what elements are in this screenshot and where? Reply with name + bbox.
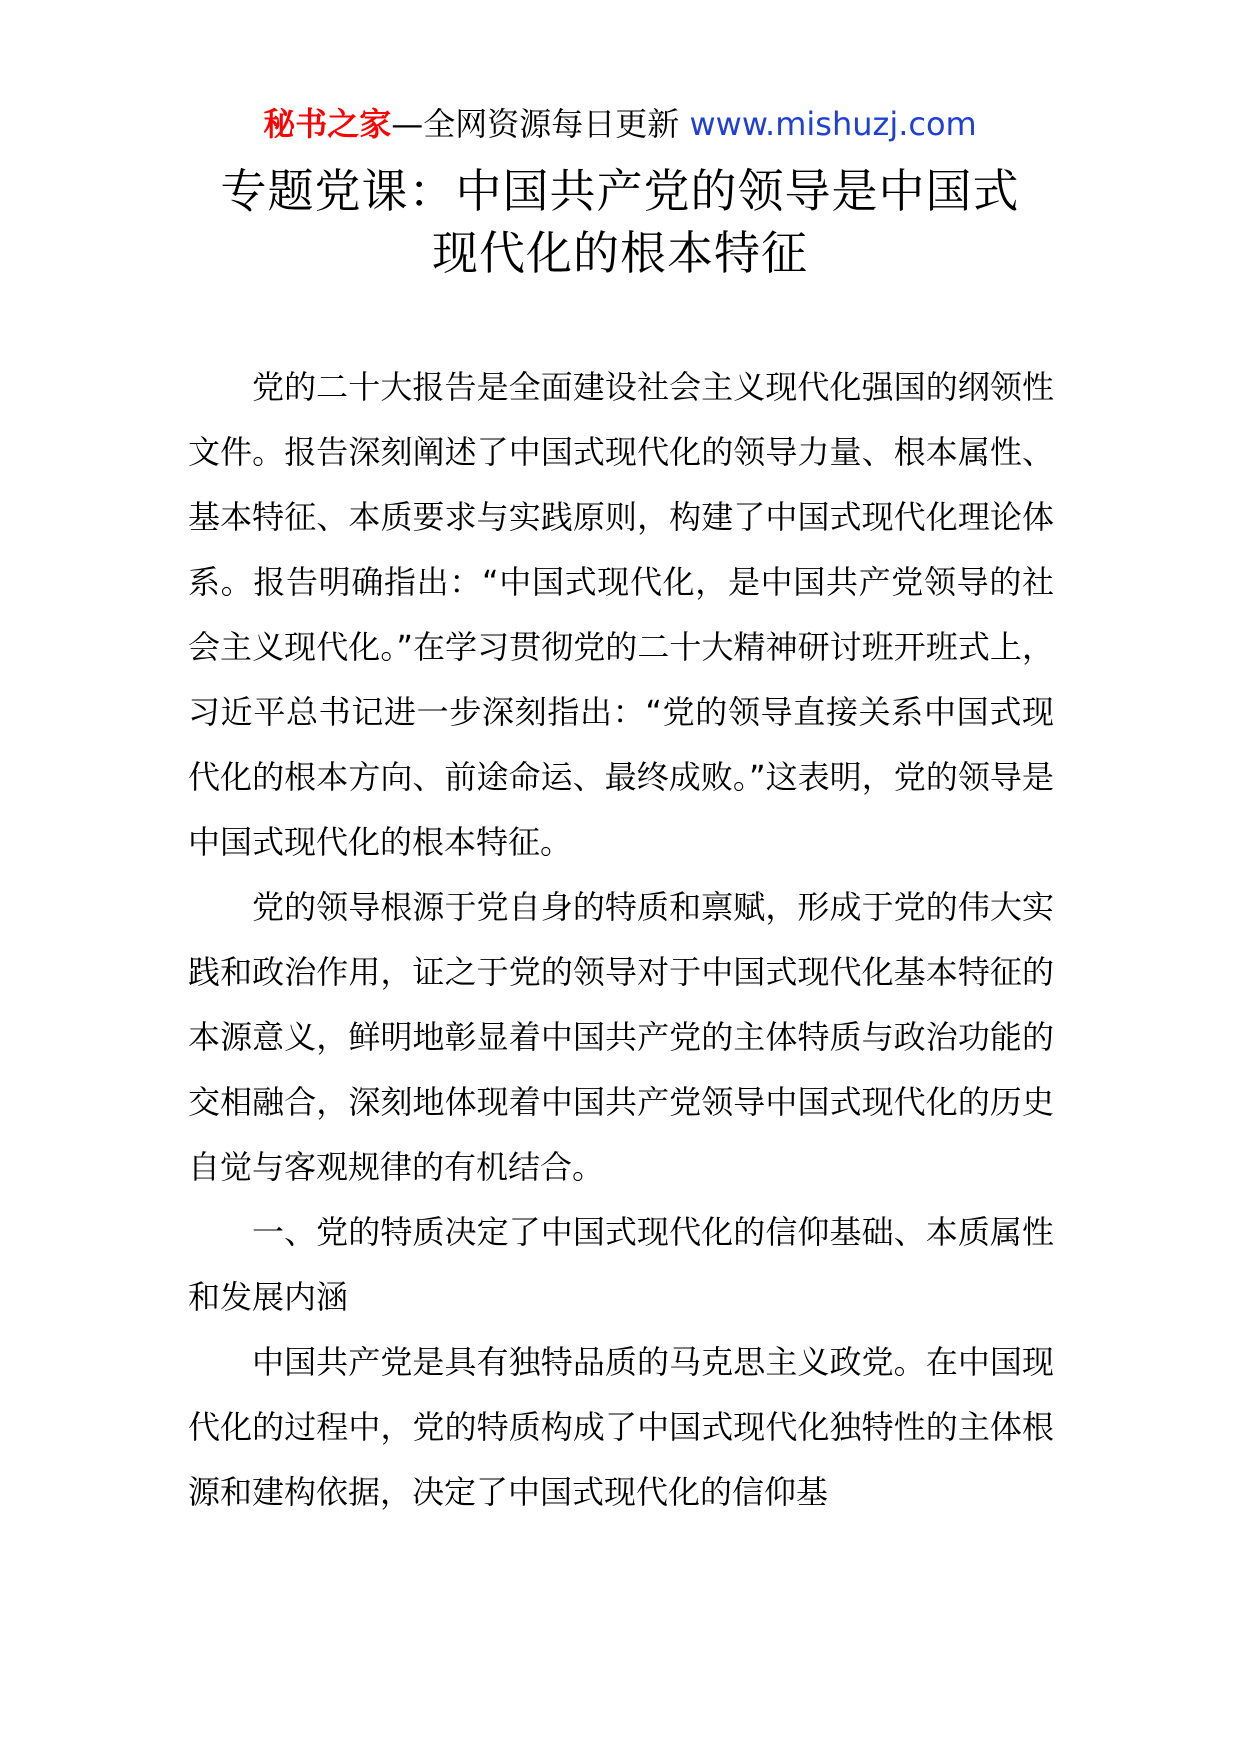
title-line-1: 专题党课：中国共产党的领导是中国式 xyxy=(220,164,1020,218)
paragraph-1: 党的二十大报告是全面建设社会主义现代化强国的纲领性文件。报告深刻阐述了中国式现代化的领导力量、根本属性、基本特征、本质要求与实践原则，构建了中国式现代化理论体系。报告明确指出：“中国式现代化，是中国共产党领导的社会主义现代化。”在学习贯彻党的二十大精神研讨班开班式上，习近平总书记进一步深刻指出：“党的领导直接关系中国式现代化的根本方向、前途命运、最终成败。”这表明，党的领导是中国式现代化的根本特征。 xyxy=(188,368,1054,861)
document-title xyxy=(100,160,1140,284)
header-tagline: —全网资源每日更新 xyxy=(391,105,690,143)
site-header xyxy=(0,98,1240,150)
title-line-2: 现代化的根本特征 xyxy=(432,226,808,280)
brand-name: 秘书之家 xyxy=(263,105,392,143)
site-url-link[interactable]: www.mishuzj.com xyxy=(689,105,977,143)
paragraph-3: 中国共产党是具有独特品质的马克思主义政党。在中国现代化的过程中，党的特质构成了中国式现代化独特性的主体根源和建构依据，决定了中国式现代化的信仰基 xyxy=(188,1343,1054,1511)
document-body xyxy=(188,355,1054,1525)
section-heading-1: 一、党的特质决定了中国式现代化的信仰基础、本质属性和发展内涵 xyxy=(188,1213,1054,1316)
paragraph-2: 党的领导根源于党自身的特质和禀赋，形成于党的伟大实践和政治作用，证之于党的领导对于中国式现代化基本特征的本源意义，鲜明地彰显着中国共产党的主体特质与政治功能的交相融合，深刻地体现着中国共产党领导中国式现代化的历史自觉与客观规律的有机结合。 xyxy=(188,888,1054,1186)
